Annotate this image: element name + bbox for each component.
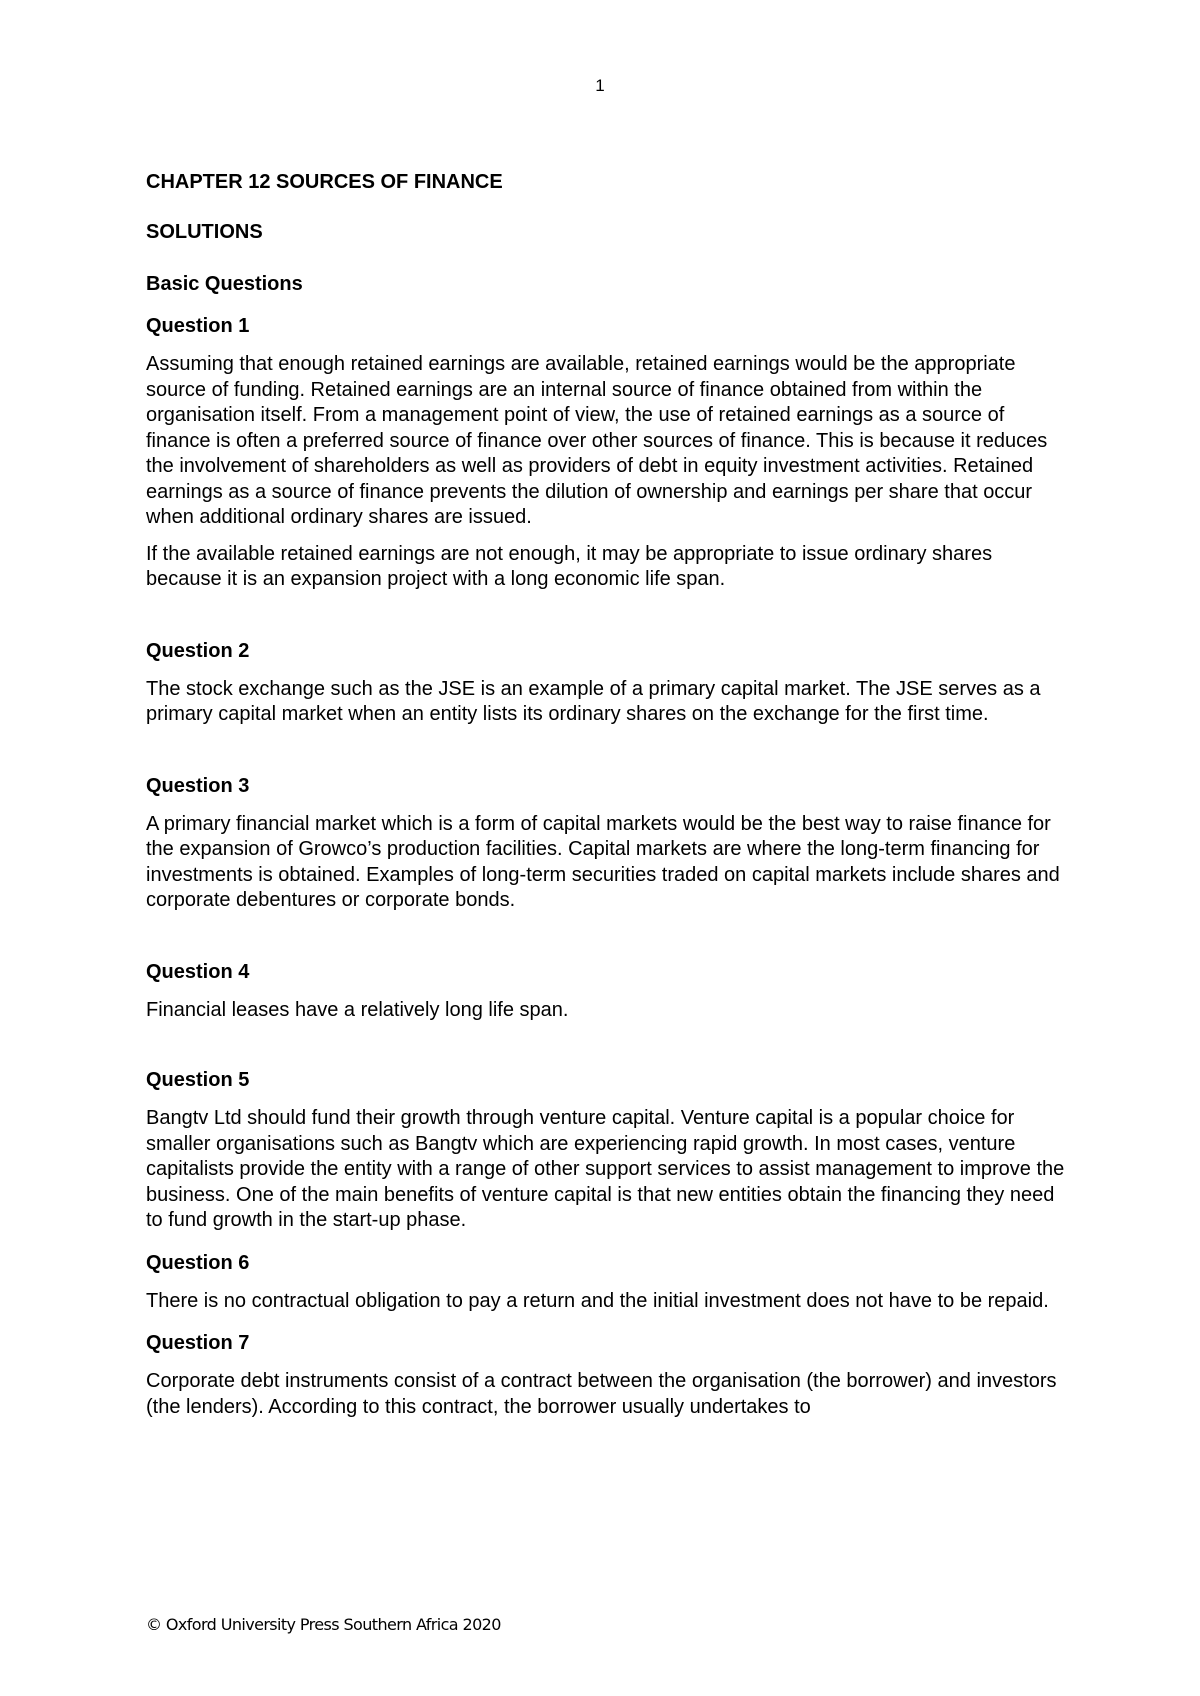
question-heading: Question 4 — [146, 960, 250, 983]
answer-paragraph: A primary financial market which is a form of capital markets would be the best way to raise finance for the expansion of Growco’s production facilities. Capital markets are where the long-term financing for investments is obtained. Examples of long-term securities traded on capital markets include shares and corporate debentures or corporate bonds. — [146, 812, 1060, 911]
question-3 — [146, 774, 1066, 914]
question-heading: Question 3 — [146, 774, 250, 797]
copyright-footer: © Oxford University Press Southern Africa 2020 — [146, 1615, 501, 1634]
answer-paragraph: Corporate debt instruments consist of a contract between the organisation (the borrower) and investors (the lenders). According to this contract, the borrower usually undertakes to — [146, 1370, 1057, 1418]
answer-paragraph: If the available retained earnings are not enough, it may be appropriate to issue ordinary shares because it is an expansion project with a long economic life span. — [146, 542, 993, 590]
question-4 — [146, 960, 1066, 1024]
solutions-heading: SOLUTIONS — [146, 221, 263, 243]
answer-paragraph: Financial leases have a relatively long life span. — [146, 998, 569, 1021]
question-heading: Question 5 — [146, 1069, 250, 1091]
question-1 — [146, 314, 1066, 593]
question-7 — [146, 1331, 1066, 1420]
question-heading: Question 7 — [146, 1332, 250, 1354]
section-heading: Basic Questions — [146, 273, 303, 295]
question-6 — [146, 1251, 1066, 1315]
question-heading: Question 2 — [146, 639, 250, 662]
document-body — [146, 170, 1066, 1420]
question-heading: Question 6 — [146, 1251, 250, 1274]
question-2 — [146, 639, 1066, 728]
chapter-title: CHAPTER 12 SOURCES OF FINANCE — [146, 171, 503, 193]
answer-paragraph: The stock exchange such as the JSE is an example of a primary capital market. The JSE serves as a primary capital market when an entity lists its ordinary shares on the exchange for the first time. — [146, 677, 1041, 725]
answer-paragraph: Assuming that enough retained earnings are available, retained earnings would be the appropriate source of funding. Retained earnings are an internal source of finance obtained from within the organisation itself. From a management point of view, the use of retained earnings as a source of finance is often a preferred source of finance over other sources of finance. This is because it reduces the involvement of shareholders as well as providers of debt in equity investment activities. Retained earnings as a source of finance prevents the dilution of ownership and earnings per share that occur when additional ordinary shares are issued. — [146, 353, 1048, 528]
page-number: 1 — [595, 76, 605, 95]
answer-paragraph: Bangtv Ltd should fund their growth through venture capital. Venture capital is a popular choice for smaller organisations such as Bangtv which are experiencing rapid growth. In most cases, venture capitalists provide the entity with a range of other support services to assist management to improve the business. One of the main benefits of venture capital is that new entities obtain the financing they need to fund growth in the start-up phase. — [146, 1107, 1065, 1231]
question-heading: Question 1 — [146, 315, 250, 337]
answer-paragraph: There is no contractual obligation to pay a return and the initial investment does not have to be repaid. — [146, 1289, 1049, 1312]
question-5 — [146, 1068, 1066, 1234]
